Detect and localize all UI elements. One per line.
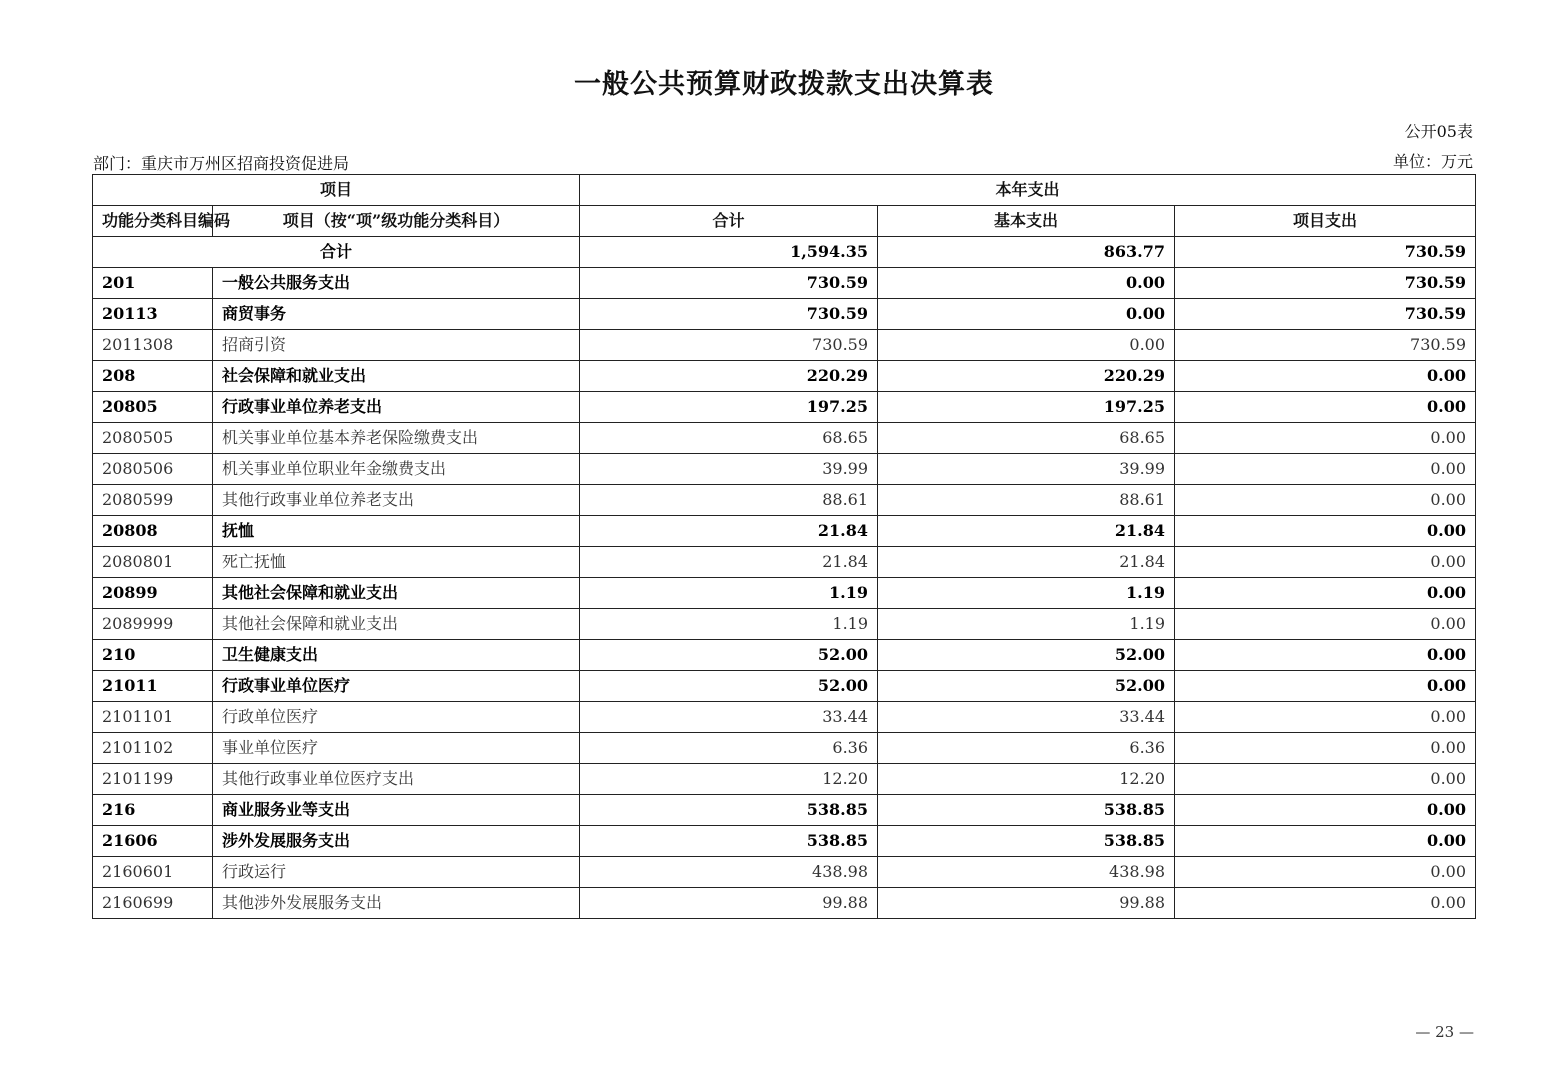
row-total: 730.59	[580, 299, 878, 330]
row-name: 一般公共服务支出	[213, 268, 580, 299]
expenditure-table	[92, 174, 1476, 919]
row-basic: 88.61	[878, 485, 1175, 516]
row-project: 0.00	[1175, 392, 1476, 423]
table-row	[93, 733, 1476, 764]
row-code: 2080599	[93, 485, 213, 516]
header-code: 功能分类科目编码	[93, 206, 213, 237]
table-row	[93, 485, 1476, 516]
header-basic: 基本支出	[878, 206, 1175, 237]
row-name: 行政运行	[213, 857, 580, 888]
row-code: 2160699	[93, 888, 213, 919]
row-project: 0.00	[1175, 857, 1476, 888]
row-basic: 52.00	[878, 640, 1175, 671]
row-code: 208	[93, 361, 213, 392]
row-project: 0.00	[1175, 547, 1476, 578]
totals-row	[93, 237, 1476, 268]
row-project: 730.59	[1175, 330, 1476, 361]
row-project: 0.00	[1175, 516, 1476, 547]
row-basic: 220.29	[878, 361, 1175, 392]
row-name: 其他行政事业单位医疗支出	[213, 764, 580, 795]
row-total: 438.98	[580, 857, 878, 888]
row-code: 2089999	[93, 609, 213, 640]
row-basic: 68.65	[878, 423, 1175, 454]
row-code: 2101199	[93, 764, 213, 795]
row-project: 0.00	[1175, 764, 1476, 795]
totals-total: 1,594.35	[580, 237, 878, 268]
row-code: 216	[93, 795, 213, 826]
row-project: 0.00	[1175, 361, 1476, 392]
row-total: 1.19	[580, 578, 878, 609]
row-name: 行政单位医疗	[213, 702, 580, 733]
row-project: 0.00	[1175, 423, 1476, 454]
table-row	[93, 826, 1476, 857]
row-project: 730.59	[1175, 299, 1476, 330]
row-name: 死亡抚恤	[213, 547, 580, 578]
table-row	[93, 671, 1476, 702]
row-total: 52.00	[580, 640, 878, 671]
table-row	[93, 454, 1476, 485]
row-basic: 0.00	[878, 299, 1175, 330]
row-total: 39.99	[580, 454, 878, 485]
table-row	[93, 702, 1476, 733]
row-basic: 21.84	[878, 516, 1175, 547]
form-number: 公开05表	[1404, 122, 1473, 141]
row-basic: 438.98	[878, 857, 1175, 888]
header-project: 项目	[93, 175, 580, 206]
row-project: 0.00	[1175, 795, 1476, 826]
row-code: 20899	[93, 578, 213, 609]
row-total: 6.36	[580, 733, 878, 764]
header-row-top	[93, 175, 1476, 206]
row-name: 商贸事务	[213, 299, 580, 330]
row-project: 0.00	[1175, 733, 1476, 764]
row-basic: 197.25	[878, 392, 1175, 423]
header-project-expenditure: 项目支出	[1175, 206, 1476, 237]
row-name: 抚恤	[213, 516, 580, 547]
row-code: 2160601	[93, 857, 213, 888]
table-row	[93, 888, 1476, 919]
row-code: 21011	[93, 671, 213, 702]
row-project: 0.00	[1175, 485, 1476, 516]
table-row	[93, 609, 1476, 640]
table-row	[93, 795, 1476, 826]
row-basic: 33.44	[878, 702, 1175, 733]
row-total: 538.85	[580, 795, 878, 826]
row-total: 538.85	[580, 826, 878, 857]
header-current-year: 本年支出	[580, 175, 1476, 206]
table-row	[93, 392, 1476, 423]
row-name: 事业单位医疗	[213, 733, 580, 764]
row-project: 0.00	[1175, 702, 1476, 733]
row-name: 社会保障和就业支出	[213, 361, 580, 392]
row-total: 220.29	[580, 361, 878, 392]
row-name: 行政事业单位医疗	[213, 671, 580, 702]
row-name: 商业服务业等支出	[213, 795, 580, 826]
table-body	[93, 237, 1476, 919]
row-code: 21606	[93, 826, 213, 857]
row-name: 卫生健康支出	[213, 640, 580, 671]
row-code: 2101101	[93, 702, 213, 733]
department-label: 部门：重庆市万州区招商投资促进局	[93, 154, 350, 173]
header-total: 合计	[580, 206, 878, 237]
row-total: 12.20	[580, 764, 878, 795]
row-name: 涉外发展服务支出	[213, 826, 580, 857]
row-total: 52.00	[580, 671, 878, 702]
header-name: 项目（按“项”级功能分类科目）	[213, 206, 580, 237]
page-number: — 23 —	[1415, 1023, 1474, 1041]
row-code: 210	[93, 640, 213, 671]
row-basic: 0.00	[878, 268, 1175, 299]
row-basic: 538.85	[878, 795, 1175, 826]
row-basic: 6.36	[878, 733, 1175, 764]
header-row-sub	[93, 206, 1476, 237]
row-name: 机关事业单位基本养老保险缴费支出	[213, 423, 580, 454]
row-total: 730.59	[580, 268, 878, 299]
row-name: 招商引资	[213, 330, 580, 361]
row-project: 730.59	[1175, 268, 1476, 299]
row-code: 20113	[93, 299, 213, 330]
row-basic: 39.99	[878, 454, 1175, 485]
row-name: 其他行政事业单位养老支出	[213, 485, 580, 516]
row-code: 2080801	[93, 547, 213, 578]
row-basic: 12.20	[878, 764, 1175, 795]
table-row	[93, 330, 1476, 361]
table-row	[93, 640, 1476, 671]
table-row	[93, 516, 1476, 547]
row-total: 730.59	[580, 330, 878, 361]
row-basic: 0.00	[878, 330, 1175, 361]
row-code: 2101102	[93, 733, 213, 764]
totals-basic: 863.77	[878, 237, 1175, 268]
table-row	[93, 578, 1476, 609]
table-row	[93, 299, 1476, 330]
row-project: 0.00	[1175, 578, 1476, 609]
row-name: 其他社会保障和就业支出	[213, 609, 580, 640]
row-total: 21.84	[580, 516, 878, 547]
totals-label: 合计	[93, 237, 580, 268]
row-total: 197.25	[580, 392, 878, 423]
row-code: 20805	[93, 392, 213, 423]
row-basic: 52.00	[878, 671, 1175, 702]
totals-project: 730.59	[1175, 237, 1476, 268]
row-total: 1.19	[580, 609, 878, 640]
row-basic: 538.85	[878, 826, 1175, 857]
row-project: 0.00	[1175, 671, 1476, 702]
row-basic: 1.19	[878, 578, 1175, 609]
page-title: 一般公共预算财政拨款支出决算表	[574, 69, 994, 100]
row-project: 0.00	[1175, 640, 1476, 671]
row-code: 20808	[93, 516, 213, 547]
row-name: 其他涉外发展服务支出	[213, 888, 580, 919]
row-basic: 99.88	[878, 888, 1175, 919]
row-name: 其他社会保障和就业支出	[213, 578, 580, 609]
row-project: 0.00	[1175, 888, 1476, 919]
row-code: 2011308	[93, 330, 213, 361]
unit-label: 单位：万元	[1392, 152, 1473, 171]
row-basic: 21.84	[878, 547, 1175, 578]
row-name: 行政事业单位养老支出	[213, 392, 580, 423]
row-code: 2080506	[93, 454, 213, 485]
table-row	[93, 857, 1476, 888]
row-project: 0.00	[1175, 454, 1476, 485]
table-row	[93, 423, 1476, 454]
row-project: 0.00	[1175, 609, 1476, 640]
row-project: 0.00	[1175, 826, 1476, 857]
row-total: 99.88	[580, 888, 878, 919]
table-row	[93, 547, 1476, 578]
row-total: 88.61	[580, 485, 878, 516]
row-name: 机关事业单位职业年金缴费支出	[213, 454, 580, 485]
row-total: 21.84	[580, 547, 878, 578]
row-total: 68.65	[580, 423, 878, 454]
table-row	[93, 268, 1476, 299]
row-code: 201	[93, 268, 213, 299]
table-row	[93, 361, 1476, 392]
row-basic: 1.19	[878, 609, 1175, 640]
row-code: 2080505	[93, 423, 213, 454]
row-total: 33.44	[580, 702, 878, 733]
table-row	[93, 764, 1476, 795]
